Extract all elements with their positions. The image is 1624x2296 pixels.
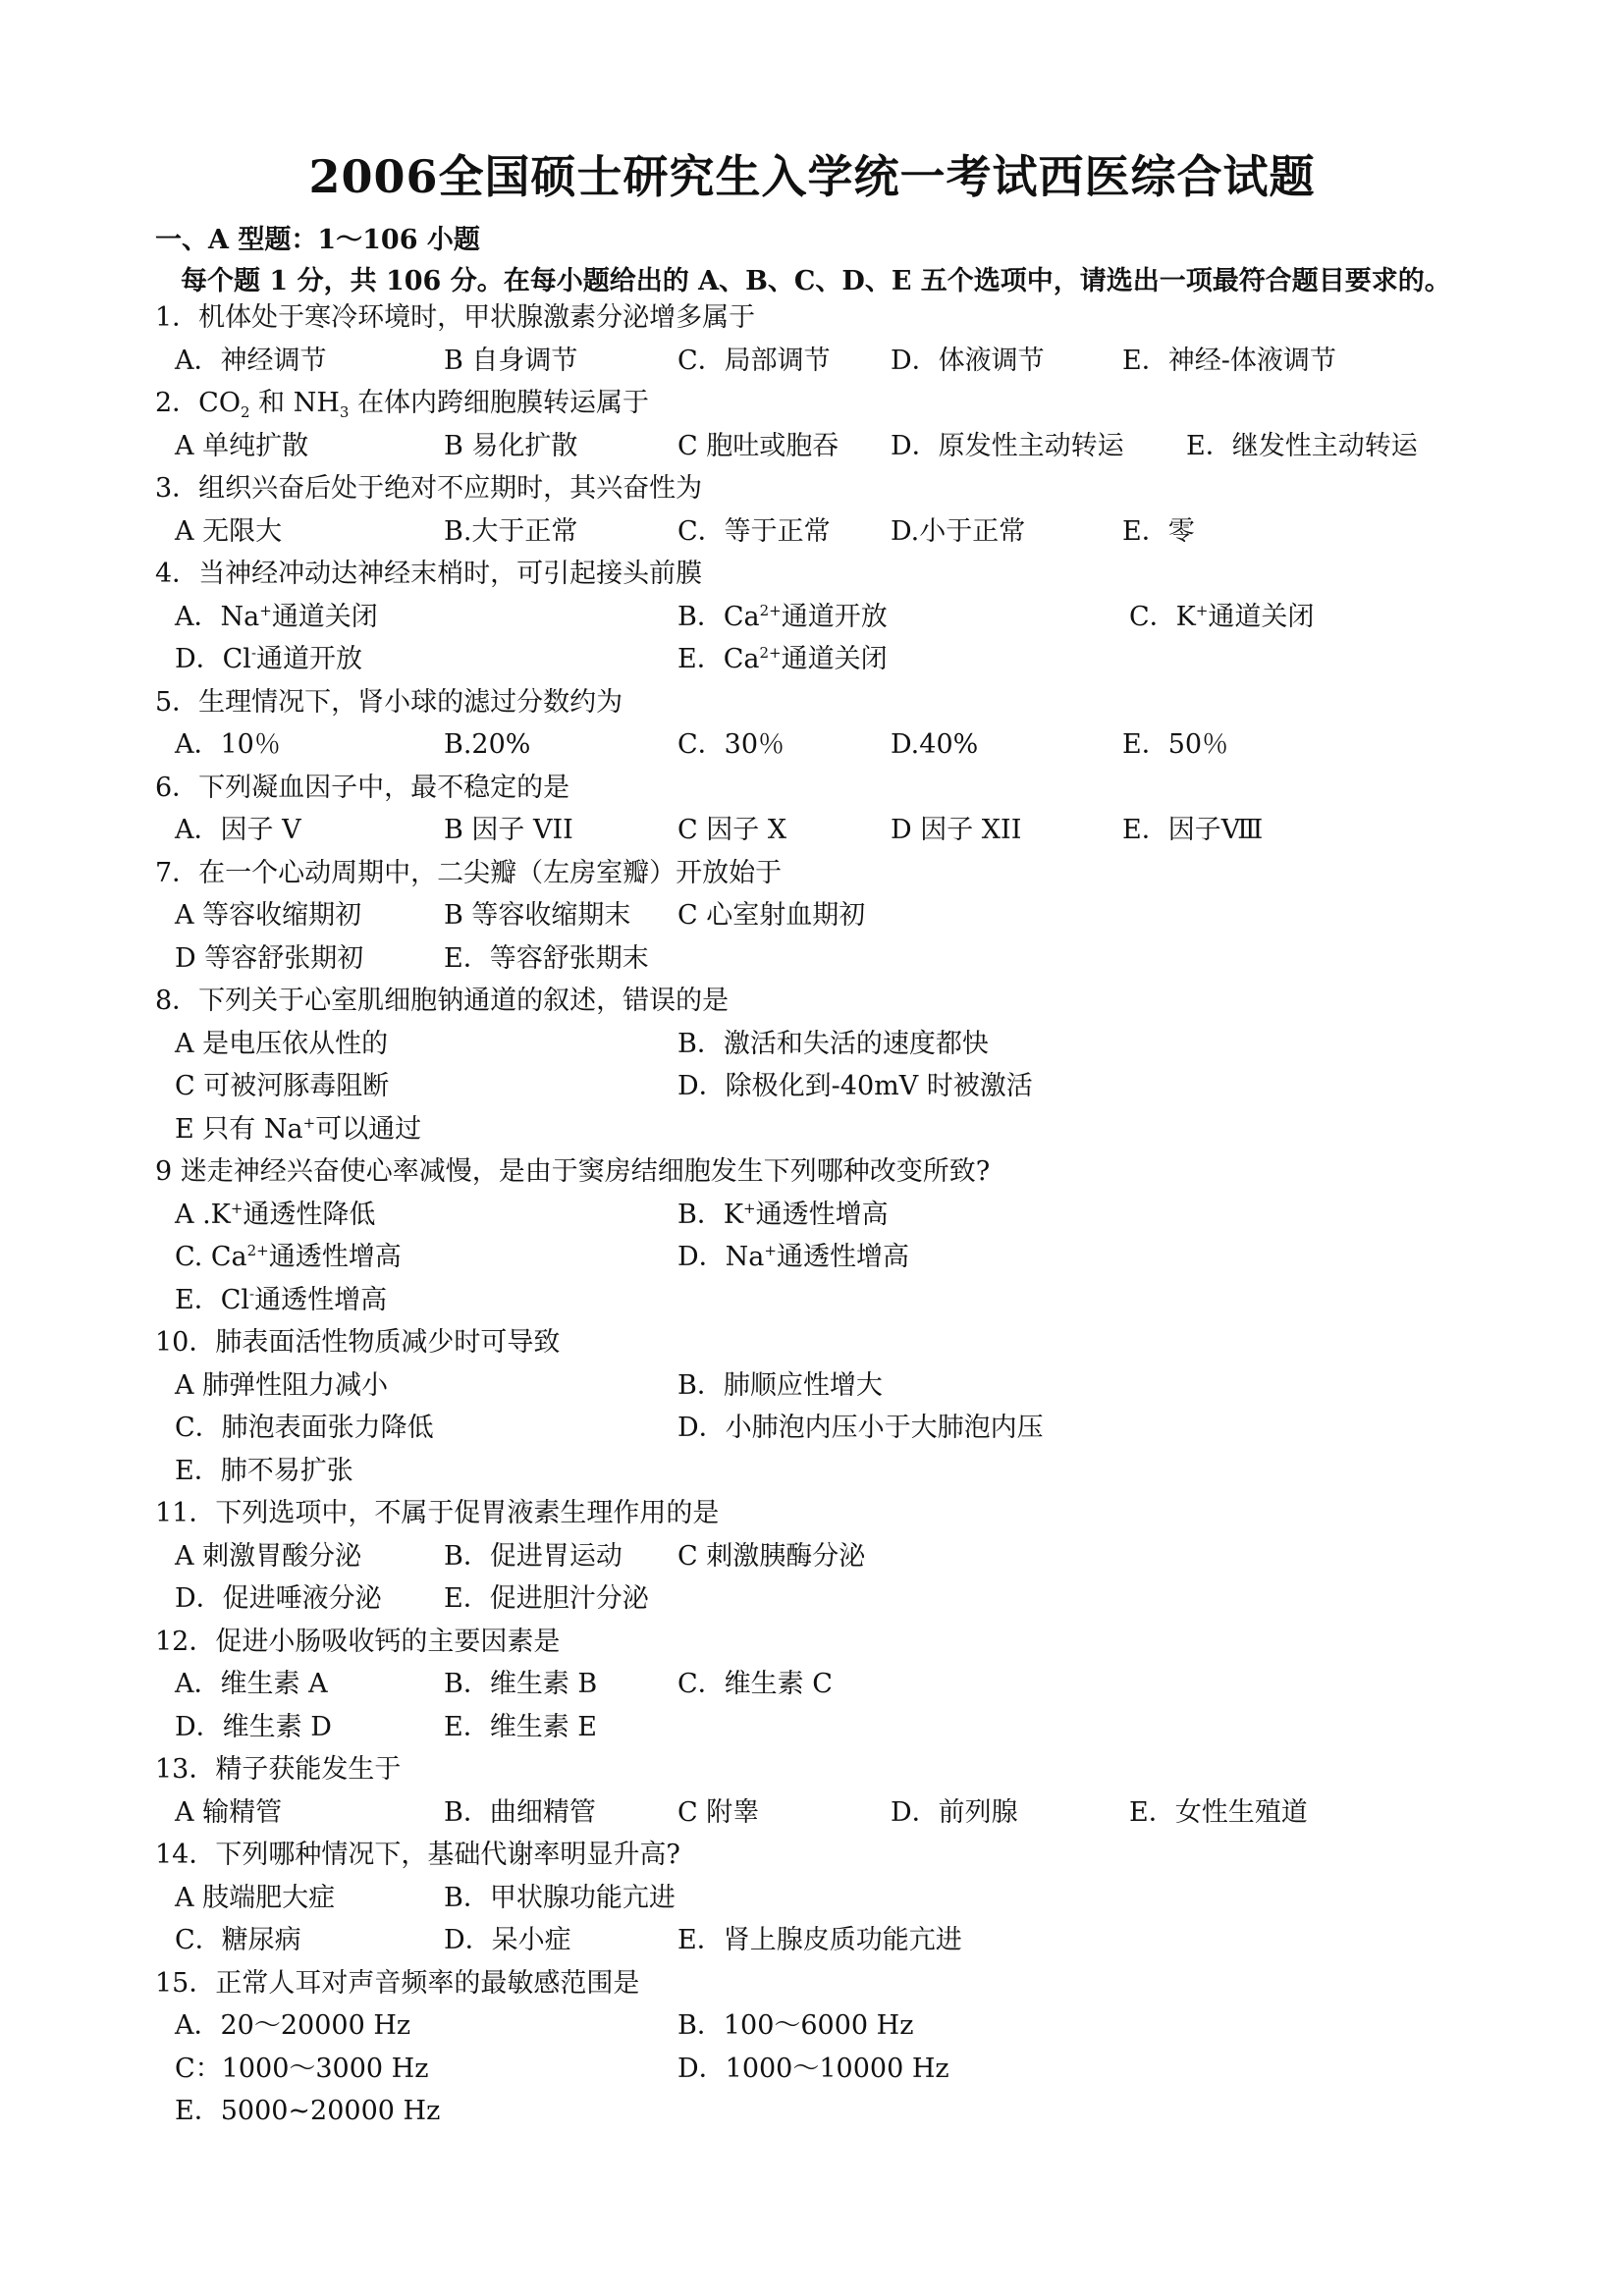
question-stem: 10．肺表面活性物质减少时可导致 [155,1327,561,1358]
answer-option: C 可被河豚毒阻断 [175,1071,390,1101]
option-row [0,2090,1624,2133]
question-1 [0,296,1624,382]
question-stem: 11．下列选项中，不属于促胃液素生理作用的是 [155,1498,720,1528]
question-stem: 6．下列凝血因子中，最不稳定的是 [155,772,570,803]
answer-option: A．神经调节 [175,345,327,376]
option-row [0,1791,1624,1835]
answer-option: A 是电压依从性的 [175,1028,389,1059]
option-row [0,1236,1624,1279]
answer-option: C 刺激胰酶分泌 [677,1540,866,1572]
answer-option: C 附睾 [677,1796,760,1828]
answer-option: D．体液调节 [891,345,1045,376]
answer-option: C 心室射血期初 [677,900,866,931]
answer-option: C：1000～3000 Hz [175,2053,429,2084]
option-row [0,894,1624,937]
answer-option: D.40% [891,729,979,760]
answer-option: B．$Ca^{2+}$通道开放 [677,601,888,632]
question-8 [0,980,1624,1150]
answer-option: E．维生素 E [444,1711,598,1742]
option-row [0,1279,1624,1322]
answer-option: D 因子 XII [891,815,1022,845]
page-title: 2006全国硕士研究生入学统一考试西医综合试题 [308,150,1316,203]
answer-option: D．原发性主动转运 [891,430,1124,461]
answer-option: D．维生素 D [175,1711,332,1742]
section-title: 一、A 型题：1～106 小题 [155,225,480,255]
option-row [0,340,1624,383]
answer-option: E．Cl-通透性增高 [175,1284,388,1315]
answer-option: A．10％ [175,729,281,760]
question-stem: 15．正常人耳对声音频率的最敏感范围是 [155,1967,640,1999]
question-13 [0,1748,1624,1834]
answer-option: A 肺弹性阻力减小 [175,1369,389,1401]
answer-option: D．除极化到-40mV 时被激活 [677,1071,1033,1101]
option-row [0,638,1624,681]
question-2 [0,382,1624,467]
answer-option: A 刺激胃酸分泌 [175,1540,362,1572]
answer-option: A 输精管 [175,1796,283,1828]
answer-option: C．30％ [677,729,785,760]
answer-option: E．5000~20000 Hz [175,2096,441,2126]
answer-option: A .K+通透性降低 [175,1199,376,1230]
option-row [0,1364,1624,1408]
answer-option: B．曲细精管 [444,1796,596,1828]
answer-option: D．促进唾液分泌 [175,1583,382,1614]
option-row [0,1450,1624,1493]
answer-option: A．维生素 A [175,1669,328,1699]
answer-option: D．Na+通透性增高 [677,1242,909,1272]
question-5 [0,681,1624,767]
answer-option: B 自身调节 [444,345,578,376]
option-row [0,1108,1624,1151]
option-row [0,1877,1624,1920]
question-stem: 2．$CO_2$ 和 $NH_3$ 在体内跨细胞膜转运属于 [155,388,650,421]
answer-option: B．100～6000 Hz [677,2010,914,2041]
answer-option: E．肾上腺皮质功能亢进 [677,1925,962,1955]
option-row [0,1577,1624,1621]
answer-option: C．局部调节 [677,345,831,376]
answer-option: D 等容舒张期初 [175,942,364,974]
question-list [0,296,1624,2133]
answer-option: E 只有 Na+可以通过 [175,1113,422,1145]
question-stem: 14．下列哪种情况下，基础代谢率明显升高? [155,1840,680,1870]
answer-option: C. $Ca^{2+}$通透性增高 [175,1242,402,1272]
question-stem: 9 迷走神经兴奋使心率减慢，是由于窦房结细胞发生下列哪种改变所致? [155,1156,991,1187]
answer-option: E．女性生殖道 [1129,1796,1308,1828]
question-stem: 3．组织兴奋后处于绝对不应期时，其兴奋性为 [155,473,703,504]
option-row [0,937,1624,981]
answer-option: C．等于正常 [677,515,831,547]
answer-option: B 因子 VII [444,815,573,845]
answer-option: D．呆小症 [444,1925,571,1955]
question-stem: 12．促进小肠吸收钙的主要因素是 [155,1626,561,1657]
answer-option: B．K+通透性增高 [677,1199,889,1230]
option-row [0,1194,1624,1237]
option-row [0,2004,1624,2048]
answer-option: A．Na+通道关闭 [175,601,378,632]
answer-option: E．继发性主动转运 [1186,430,1418,461]
question-11 [0,1492,1624,1621]
question-6 [0,767,1624,852]
answer-option: B．激活和失活的速度都快 [677,1028,989,1059]
option-row [0,425,1624,468]
answer-option: E．零 [1122,515,1195,547]
answer-option: C．肺泡表面张力降低 [175,1413,434,1443]
answer-option: E．等容舒张期末 [444,942,649,974]
answer-option: D．小肺泡内压小于大肺泡内压 [677,1413,1044,1443]
answer-option: C．糖尿病 [175,1925,301,1955]
answer-option: E．因子Ⅷ [1122,815,1264,845]
question-3 [0,467,1624,553]
answer-option: E．促进胆汁分泌 [444,1583,649,1614]
answer-option: A 无限大 [175,515,283,547]
option-row [0,1663,1624,1706]
answer-option: D.小于正常 [891,515,1026,547]
answer-option: D．Cl-通道开放 [175,644,363,674]
answer-option: B．维生素 B [444,1669,598,1699]
option-row [0,809,1624,852]
option-row [0,510,1624,554]
question-7 [0,852,1624,981]
option-row [0,1065,1624,1108]
answer-option: B．甲状腺功能亢进 [444,1882,676,1913]
question-stem: 1．机体处于寒冷环境时，甲状腺激素分泌增多属于 [155,302,756,333]
section-instructions: 每个题 1 分，共 106 分。在每小题给出的 A、B、C、D、E 五个选项中，请选出一项最符合题目要求的。 [181,266,1451,296]
option-row [0,1023,1624,1066]
answer-option: E．50％ [1122,729,1229,760]
question-9 [0,1150,1624,1321]
option-row [0,1706,1624,1749]
option-row [0,1407,1624,1450]
answer-option: B 等容收缩期末 [444,900,631,931]
question-12 [0,1621,1624,1749]
answer-option: B．肺顺应性增大 [677,1369,883,1401]
question-stem: 7．在一个心动周期中，二尖瓣（左房室瓣）开放始于 [155,857,783,888]
question-stem: 13．精子获能发生于 [155,1754,402,1785]
question-stem: 8．下列关于心室肌细胞钠通道的叙述，错误的是 [155,986,730,1016]
answer-option: E．肺不易扩张 [175,1455,353,1486]
answer-option: E．$Ca^{2+}$通道关闭 [677,644,888,674]
answer-option: C 胞吐或胞吞 [677,430,839,461]
answer-option: B．促进胃运动 [444,1540,623,1572]
question-15 [0,1962,1624,2133]
question-stem: 5．生理情况下，肾小球的滤过分数约为 [155,686,623,718]
answer-option: B.大于正常 [444,515,578,547]
option-row [0,2048,1624,2091]
answer-option: A 等容收缩期初 [175,900,362,931]
answer-option: B 易化扩散 [444,430,578,461]
answer-option: A．因子 V [175,815,301,845]
question-10 [0,1321,1624,1492]
answer-option: C．K+通道关闭 [1129,601,1315,632]
answer-option: A．20～20000 Hz [175,2010,411,2041]
question-4 [0,553,1624,681]
option-row [0,1535,1624,1578]
answer-option: D．1000～10000 Hz [677,2053,949,2084]
option-row [0,1919,1624,1962]
answer-option: A 肢端肥大症 [175,1882,336,1913]
question-14 [0,1834,1624,1962]
answer-option: B.20% [444,729,531,760]
option-row [0,596,1624,639]
answer-option: C．维生素 C [677,1669,833,1699]
question-stem: 4．当神经冲动达神经末梢时，可引起接头前膜 [155,559,703,589]
answer-option: C 因子 X [677,815,787,845]
option-row [0,723,1624,767]
answer-option: E．神经-体液调节 [1122,345,1336,376]
answer-option: A 单纯扩散 [175,430,309,461]
answer-option: D．前列腺 [891,1796,1018,1828]
